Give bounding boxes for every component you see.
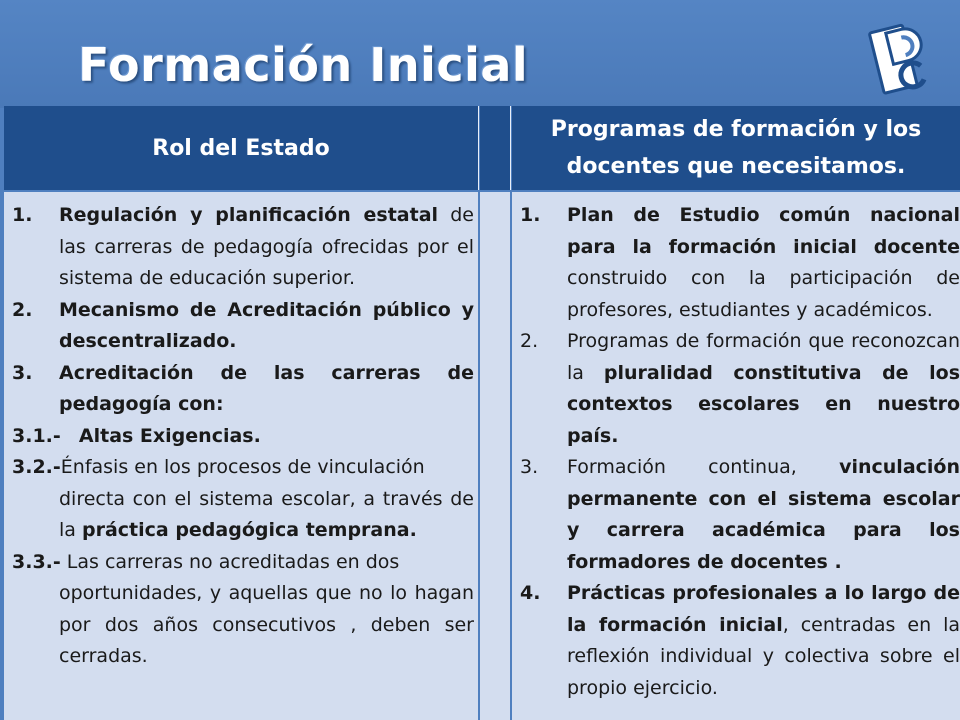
slide-title: Formación Inicial <box>78 38 529 92</box>
header-right-label: Programas de formación y los docentes que necesitamos. <box>550 117 922 179</box>
sub-item-bold-text: Altas Exigencias. <box>78 424 261 447</box>
sub-item <box>12 421 474 453</box>
right-column-content <box>520 200 960 704</box>
item-rest-text: Programas de formación que reconozcan la <box>567 330 960 384</box>
item-number: 3. <box>520 456 539 478</box>
list-item <box>520 200 960 326</box>
item-text <box>567 452 960 578</box>
item-text <box>567 326 960 452</box>
item-number: 1. <box>12 204 33 226</box>
sub-item-number: 3.1.- <box>12 424 61 447</box>
item-rest-text: Formación continua, <box>567 456 840 478</box>
right-column-cell <box>512 192 960 720</box>
spacer-column-cell <box>480 192 510 720</box>
item-rest-text: de las carreras de pedagogía ofrecidas por el sistema de educación superior. <box>59 204 474 289</box>
item-rest-text: , centradas en la reflexión individual y colectiva sobre el propio ejercicio. <box>567 613 960 699</box>
item-bold-text: Plan de Estudio común nacional para la formación inicial docente <box>567 204 960 258</box>
list-item <box>12 295 474 358</box>
sub-item <box>12 547 474 673</box>
item-bold-text: Prácticas profesionales a lo largo de la formación inicial <box>567 582 960 636</box>
header-spacer <box>480 106 511 190</box>
comparison-table <box>4 106 960 720</box>
sub-item-bold-text: práctica pedagógica temprana. <box>81 519 417 541</box>
sub-item-text: Las carreras no acreditadas en dos <box>60 550 400 573</box>
logo-icon <box>862 12 942 102</box>
header-left-label: Rol del Estado <box>152 135 330 161</box>
header-programas <box>512 106 960 190</box>
left-column-content <box>12 200 474 673</box>
item-number: 2. <box>12 298 33 321</box>
item-number: 4. <box>520 582 541 604</box>
item-number: 2. <box>520 330 539 352</box>
item-text <box>59 358 474 421</box>
sub-item-number: 3.2.- <box>12 456 61 478</box>
item-text <box>567 200 960 326</box>
item-number: 3. <box>12 361 33 384</box>
header-rol-del-estado <box>4 106 479 190</box>
item-bold-text: Mecanismo de Acreditación público y descentralizado. <box>59 298 474 352</box>
item-bold-text: pluralidad constitutiva de los contextos escolares en nuestro país. <box>567 361 960 447</box>
item-bold-text: Acreditación de las carreras de pedagogía con: <box>59 361 474 415</box>
item-text <box>59 200 474 295</box>
list-item <box>12 358 474 421</box>
sub-item-text: oportunidades, y aquellas que no lo hagan por dos años consecutivos , deben ser cerradas. <box>59 582 474 667</box>
sub-item <box>12 452 474 547</box>
list-item <box>520 452 960 578</box>
left-column-cell <box>4 192 478 720</box>
slide-header <box>0 0 960 108</box>
list-item <box>12 200 474 295</box>
item-number: 1. <box>520 204 541 226</box>
list-item <box>520 326 960 452</box>
item-bold-text: Regulación y planificación estatal <box>59 204 439 226</box>
item-text <box>567 578 960 704</box>
item-text <box>59 295 474 358</box>
item-rest-text: construido con la participación de profesores, estudiantes y académicos. <box>567 267 960 321</box>
sub-item-text: Énfasis en los procesos de vinculación <box>60 456 425 478</box>
sub-item-text: directa con el sistema escolar, a través de la <box>59 487 474 541</box>
list-item <box>520 578 960 704</box>
sub-item-number: 3.3.- <box>12 550 61 573</box>
item-bold-text: vinculación permanente con el sistema escolar y carrera académica para los formadores de docentes . <box>567 456 960 573</box>
